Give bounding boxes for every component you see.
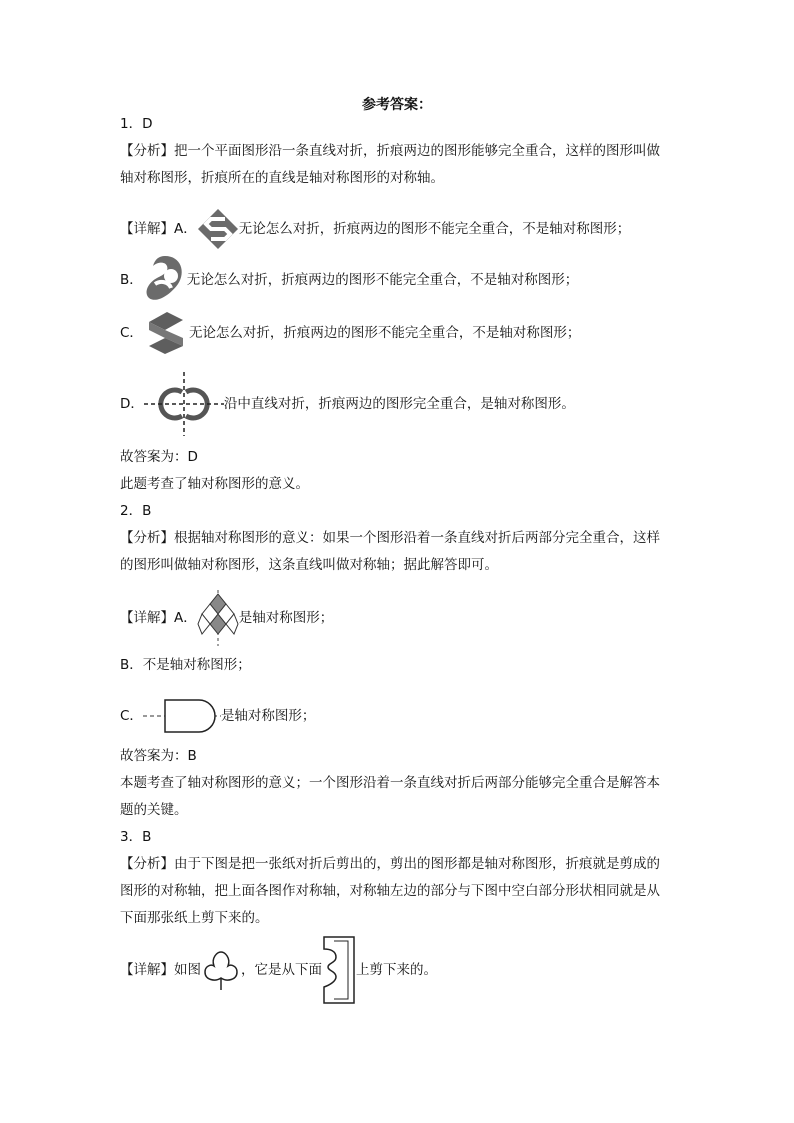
q3-detail-prefix: 【详解】如图 — [120, 962, 201, 978]
q2-option-b-text: B．不是轴对称图形； — [120, 657, 251, 673]
q1-option-b-row — [120, 254, 578, 306]
suzuki-s-logo-figure — [143, 310, 189, 356]
q1-option-d-label: D． — [120, 396, 144, 412]
q1-option-d-row — [120, 372, 575, 436]
q2-analysis-line2: 的图形叫做轴对称图形，这条直线叫做对称轴；据此解答即可。 — [120, 557, 498, 573]
q1-option-b-text: 无论怎么对折，折痕两边的图形不能完全重合，不是轴对称图形； — [186, 272, 579, 288]
page-title: 参考答案： — [362, 97, 432, 113]
q2-answer: 故答案为：B — [120, 748, 197, 764]
q3-detail-row — [120, 935, 437, 1005]
half-dome-shape-figure — [143, 698, 221, 734]
q3-number: 3．B — [120, 829, 152, 845]
q1-option-d-text: 沿中直线对折，折痕两边的图形完全重合，是轴对称图形。 — [223, 396, 575, 412]
q1-answer: 故答案为：D — [120, 449, 198, 465]
q1-option-a-text: 无论怎么对折，折痕两边的图形不能完全重合，不是轴对称图形； — [238, 221, 631, 237]
swirl-logo-figure — [143, 254, 187, 306]
q3-analysis-line1: 【分析】由于下图是把一张纸对折后剪出的，剪出的图形都是轴对称图形，折痕就是剪成的 — [120, 856, 660, 872]
s-diamond-logo-figure — [197, 208, 239, 250]
q2-option-c-row — [120, 698, 315, 734]
q2-option-a-row — [120, 590, 333, 646]
q3-detail-mid: ，它是从下面 — [241, 962, 322, 978]
q2-detail-prefix: 【详解】A． — [120, 610, 197, 626]
q1-option-c-row — [120, 310, 580, 356]
diamond-pattern-figure — [197, 590, 239, 646]
q2-option-c-label: C． — [120, 708, 143, 724]
q1-analysis-line1: 【分析】把一个平面图形沿一条直线对折，折痕两边的图形能够完全重合，这样的图形叫做 — [120, 143, 660, 159]
q2-option-a-text: 是轴对称图形； — [238, 610, 334, 626]
chanel-cc-logo-figure — [144, 372, 224, 436]
q1-note: 此题考查了轴对称图形的意义。 — [120, 476, 309, 492]
q1-option-c-label: C． — [120, 325, 143, 341]
q2-option-c-text: 是轴对称图形； — [220, 708, 316, 724]
q2-note-line2: 题的关键。 — [120, 802, 188, 818]
q3-analysis-line2: 图形的对称轴，把上面各图作对称轴，对称轴左边的部分与下图中空白部分形状相同就是从 — [120, 883, 660, 899]
q1-detail-prefix: 【详解】A． — [120, 221, 197, 237]
q1-number: 1．D — [120, 116, 153, 132]
q1-option-a-row — [120, 208, 630, 250]
q3-detail-end: 上剪下来的。 — [356, 962, 437, 978]
q1-analysis-line2: 轴对称图形，折痕所在的直线是轴对称图形的对称轴。 — [120, 170, 444, 186]
q1-option-b-label: B． — [120, 272, 143, 288]
cut-paper-shape-figure — [322, 935, 356, 1005]
q3-analysis-line3: 下面那张纸上剪下来的。 — [120, 910, 269, 926]
q2-analysis-line1: 【分析】根据轴对称图形的意义：如果一个图形沿着一条直线对折后两部分完全重合，这样 — [120, 530, 660, 546]
tree-shape-figure — [201, 948, 241, 992]
q1-option-c-text: 无论怎么对折，折痕两边的图形不能完全重合，不是轴对称图形； — [188, 325, 581, 341]
q2-number: 2．B — [120, 503, 152, 519]
q2-note-line1: 本题考查了轴对称图形的意义；一个图形沿着一条直线对折后两部分能够完全重合是解答本 — [120, 775, 660, 791]
